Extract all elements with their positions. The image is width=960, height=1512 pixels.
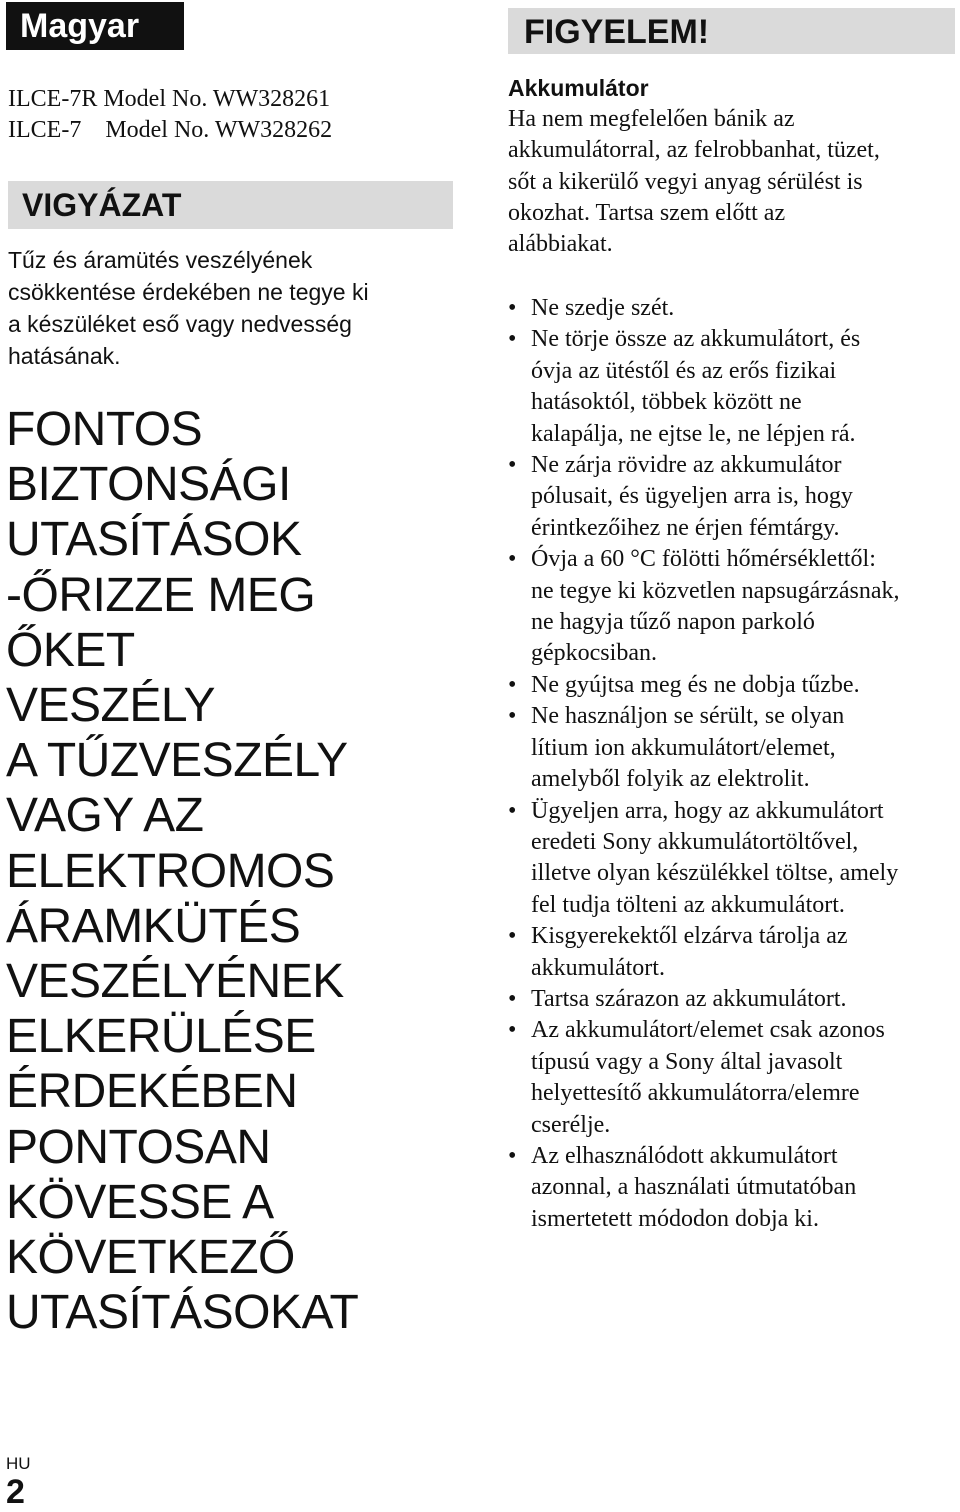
list-item [508, 1141, 955, 1235]
list-item-text: Ne gyújtsa meg és ne dobja tűzbe. [531, 671, 860, 698]
list-item [508, 796, 955, 922]
list-item [508, 293, 955, 324]
list-item-text: Ne törje össze az akkumulátort, és óvja az ütéstől és az erős fizikai hatásoktól, többek között ne kalapálja, ne ejtse le, ne lépjen rá. [531, 326, 861, 447]
list-item-text: Tartsa szárazon az akkumulátort. [531, 985, 847, 1012]
list-item-text: Kisgyerekektől elzárva tárolja az akkumulátort. [531, 923, 848, 981]
bullet-icon: • [508, 923, 517, 950]
list-item [508, 544, 955, 670]
list-item-text: Ne szedje szét. [531, 295, 675, 321]
list-item [508, 670, 955, 701]
bullet-icon: • [508, 671, 517, 698]
warning-title: FIGYELEM! [508, 8, 955, 54]
caution-title: VIGYÁZAT [8, 181, 453, 229]
list-item [508, 701, 955, 795]
list-item-text: Ne használjon se sérült, se olyan lítium ion akkumulátort/elemet, amelyből folyik az elektrolit. [531, 703, 845, 793]
battery-intro: Ha nem megfelelően bánik az akkumulátorral, az felrobbanhat, tüzet, sőt a kikerülő vegyi anyag sérülést is okozhat. Tartsa szem előtt az alábbiakat. [508, 106, 880, 258]
list-item [508, 324, 955, 450]
bullet-icon: • [508, 452, 517, 479]
battery-heading: Akkumulátor [508, 75, 649, 101]
bullet-icon: • [508, 546, 517, 573]
caution-text: Tűz és áramütés veszélyének csökkentése érdekében ne tegye ki a készüléket eső vagy nedvesség hatásának. [8, 247, 369, 369]
list-item-text: Az akkumulátort/elemet csak azonos típusú vagy a Sony által javasolt helyettesítő akkumulátorra/elemre cserélje. [531, 1017, 885, 1138]
bullet-icon: • [508, 326, 517, 353]
footer-language-code: HU [6, 1454, 31, 1473]
page-number: 2 [6, 1473, 25, 1511]
language-tab: Magyar [6, 2, 184, 50]
bullet-icon: • [508, 1017, 517, 1044]
list-item [508, 1015, 955, 1141]
safety-instructions-heading: FONTOS BIZTONSÁGI UTASÍTÁSOK -ŐRIZZE MEG ŐKET VESZÉLY A TŰZVESZÉLY VAGY AZ ELEKTROMOS ÁRAMKÜTÉS VESZÉLYÉNEK ELKERÜLÉSE ÉRDEKÉBEN PONTOSAN KÖVESSE A KÖVETKEZŐ UTASÍTÁSOKAT [6, 403, 359, 1340]
list-item [508, 984, 955, 1015]
model-numbers: ILCE-7R Model No. WW328261 ILCE-7 Model No. WW328262 [8, 86, 333, 143]
bullet-icon: • [508, 797, 517, 824]
bullet-icon: • [508, 295, 517, 321]
bullet-icon: • [508, 1142, 517, 1169]
battery-warning-list [508, 293, 955, 1235]
bullet-icon: • [508, 703, 517, 730]
list-item [508, 450, 955, 544]
list-item-text: Ne zárja rövidre az akkumulátor pólusait, és ügyeljen arra is, hogy érintkezőihez ne érjen fémtárgy. [531, 452, 853, 541]
list-item-text: Ügyeljen arra, hogy az akkumulátort eredeti Sony akkumulátortöltővel, illetve olyan készülékkel töltse, amely fel tudja tölteni az akkumulátort. [531, 797, 899, 918]
list-item-text: Az elhasználódott akkumulátort azonnal, a használati útmutatóban ismertetett módodon dobja ki. [531, 1142, 857, 1232]
list-item-text: Óvja a 60 °C fölötti hőmérséklettől: ne tegye ki közvetlen napsugárzásnak, ne hagyja tűző napon parkoló gépkocsiban. [531, 546, 900, 667]
bullet-icon: • [508, 985, 517, 1012]
list-item [508, 921, 955, 984]
